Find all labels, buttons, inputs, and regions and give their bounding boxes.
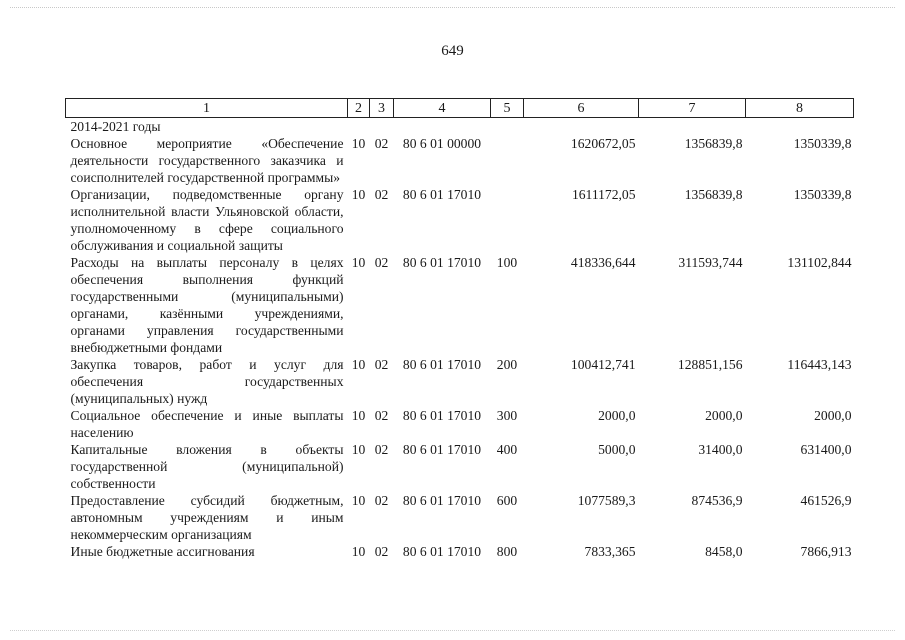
subsection-code: 02 bbox=[374, 442, 389, 457]
amount-col-8 bbox=[746, 118, 854, 136]
row-description: Закупка товаров, работ и услуг для обеспечения государственных (муниципальных) нужд bbox=[70, 357, 344, 406]
expense-type-code: 100 bbox=[496, 255, 518, 270]
expense-type-code: 300 bbox=[496, 408, 518, 423]
row-description: Социальное обеспечение и иные выплаты населению bbox=[70, 408, 344, 440]
table-row bbox=[66, 186, 854, 254]
row-description: Организации, подведомственные органу исполнительной власти Ульяновской области, уполномоченному в сфере социального обслуживания и социальной защиты bbox=[70, 187, 344, 253]
amount-col-7: 1356839,8 bbox=[684, 136, 743, 151]
amount-col-8: 7866,913 bbox=[800, 544, 852, 559]
section-code: 10 bbox=[351, 493, 366, 508]
section-code: 10 bbox=[351, 442, 366, 457]
column-header: 7 bbox=[639, 99, 746, 118]
column-header: 2 bbox=[348, 99, 370, 118]
target-article-code bbox=[394, 118, 491, 136]
expense-type-code: 600 bbox=[496, 493, 518, 508]
table-row bbox=[66, 543, 854, 560]
table-row bbox=[66, 356, 854, 407]
amount-col-6: 1611172,05 bbox=[571, 187, 636, 202]
row-description: Основное мероприятие «Обеспечение деятельности государственного заказчика и соисполнителей государственной программы» bbox=[70, 136, 344, 185]
expense-type-code bbox=[491, 118, 524, 136]
subsection-code: 02 bbox=[374, 187, 389, 202]
expense-type-code: 200 bbox=[496, 357, 518, 372]
amount-col-6: 5000,0 bbox=[598, 442, 636, 457]
column-header: 8 bbox=[746, 99, 854, 118]
section-code: 10 bbox=[351, 544, 366, 559]
table-row bbox=[66, 492, 854, 543]
expense-type-code: 800 bbox=[496, 544, 518, 559]
table-header-row bbox=[66, 99, 854, 118]
column-header: 5 bbox=[491, 99, 524, 118]
amount-col-7: 8458,0 bbox=[705, 544, 743, 559]
subsection-code bbox=[370, 118, 394, 136]
section-code: 10 bbox=[351, 357, 366, 372]
amount-col-6: 1077589,3 bbox=[577, 493, 636, 508]
expense-type-code: 400 bbox=[496, 442, 518, 457]
row-description: Капитальные вложения в объекты государственной (муниципальной) собственности bbox=[70, 442, 344, 491]
subsection-code: 02 bbox=[374, 255, 389, 270]
row-description: Иные бюджетные ассигнования bbox=[70, 544, 255, 559]
table-row bbox=[66, 118, 854, 136]
amount-col-6: 100412,741 bbox=[570, 357, 636, 372]
amount-col-6: 2000,0 bbox=[598, 408, 636, 423]
row-description: 2014-2021 годы bbox=[70, 119, 161, 134]
subsection-code: 02 bbox=[374, 408, 389, 423]
amount-col-7: 1356839,8 bbox=[684, 187, 743, 202]
target-article-code: 80 6 01 17010 bbox=[402, 255, 482, 270]
table-row bbox=[66, 254, 854, 356]
subsection-code: 02 bbox=[374, 357, 389, 372]
amount-col-8: 131102,844 bbox=[787, 255, 852, 270]
amount-col-7: 311593,744 bbox=[678, 255, 743, 270]
target-article-code: 80 6 01 17010 bbox=[402, 544, 482, 559]
subsection-code: 02 bbox=[374, 544, 389, 559]
target-article-code: 80 6 01 00000 bbox=[402, 136, 482, 151]
expense-type-code bbox=[491, 135, 524, 186]
amount-col-6: 1620672,05 bbox=[570, 136, 636, 151]
section-code: 10 bbox=[351, 255, 366, 270]
subsection-code: 02 bbox=[374, 136, 389, 151]
amount-col-8: 461526,9 bbox=[800, 493, 852, 508]
section-code: 10 bbox=[351, 408, 366, 423]
table-row bbox=[66, 441, 854, 492]
target-article-code: 80 6 01 17010 bbox=[402, 357, 482, 372]
amount-col-7: 31400,0 bbox=[698, 442, 743, 457]
target-article-code: 80 6 01 17010 bbox=[402, 442, 482, 457]
section-code: 10 bbox=[351, 187, 366, 202]
page-number: 649 bbox=[441, 43, 464, 59]
subsection-code: 02 bbox=[374, 493, 389, 508]
column-header: 6 bbox=[524, 99, 639, 118]
amount-col-8: 116443,143 bbox=[787, 357, 852, 372]
table-row bbox=[66, 135, 854, 186]
amount-col-7 bbox=[639, 118, 746, 136]
section-code: 10 bbox=[351, 136, 366, 151]
amount-col-7: 128851,156 bbox=[677, 357, 743, 372]
amount-col-8: 1350339,8 bbox=[793, 187, 852, 202]
budget-table bbox=[65, 98, 854, 560]
amount-col-8: 631400,0 bbox=[800, 442, 852, 457]
scan-edge-top bbox=[10, 7, 895, 9]
target-article-code: 80 6 01 17010 bbox=[402, 187, 482, 202]
amount-col-6 bbox=[524, 118, 639, 136]
amount-col-8: 2000,0 bbox=[814, 408, 852, 423]
expense-type-code bbox=[491, 186, 524, 254]
amount-col-7: 874536,9 bbox=[691, 493, 743, 508]
table-row bbox=[66, 407, 854, 441]
amount-col-6: 7833,365 bbox=[584, 544, 636, 559]
amount-col-6: 418336,644 bbox=[570, 255, 636, 270]
section-code bbox=[348, 118, 370, 136]
scan-edge-bottom bbox=[10, 630, 895, 632]
amount-col-8: 1350339,8 bbox=[793, 136, 852, 151]
amount-col-7: 2000,0 bbox=[705, 408, 743, 423]
row-description: Предоставление субсидий бюджетным, автономным учреждениям и иным некоммерческим организациям bbox=[70, 493, 344, 542]
target-article-code: 80 6 01 17010 bbox=[402, 408, 482, 423]
row-description: Расходы на выплаты персоналу в целях обеспечения выполнения функций государственными (муниципальными) органами, казёнными учреждениями, органами управления государственными внебюджетными фондами bbox=[70, 255, 344, 355]
column-header: 4 bbox=[394, 99, 491, 118]
target-article-code: 80 6 01 17010 bbox=[402, 493, 482, 508]
column-header: 1 bbox=[66, 99, 348, 118]
column-header: 3 bbox=[370, 99, 394, 118]
